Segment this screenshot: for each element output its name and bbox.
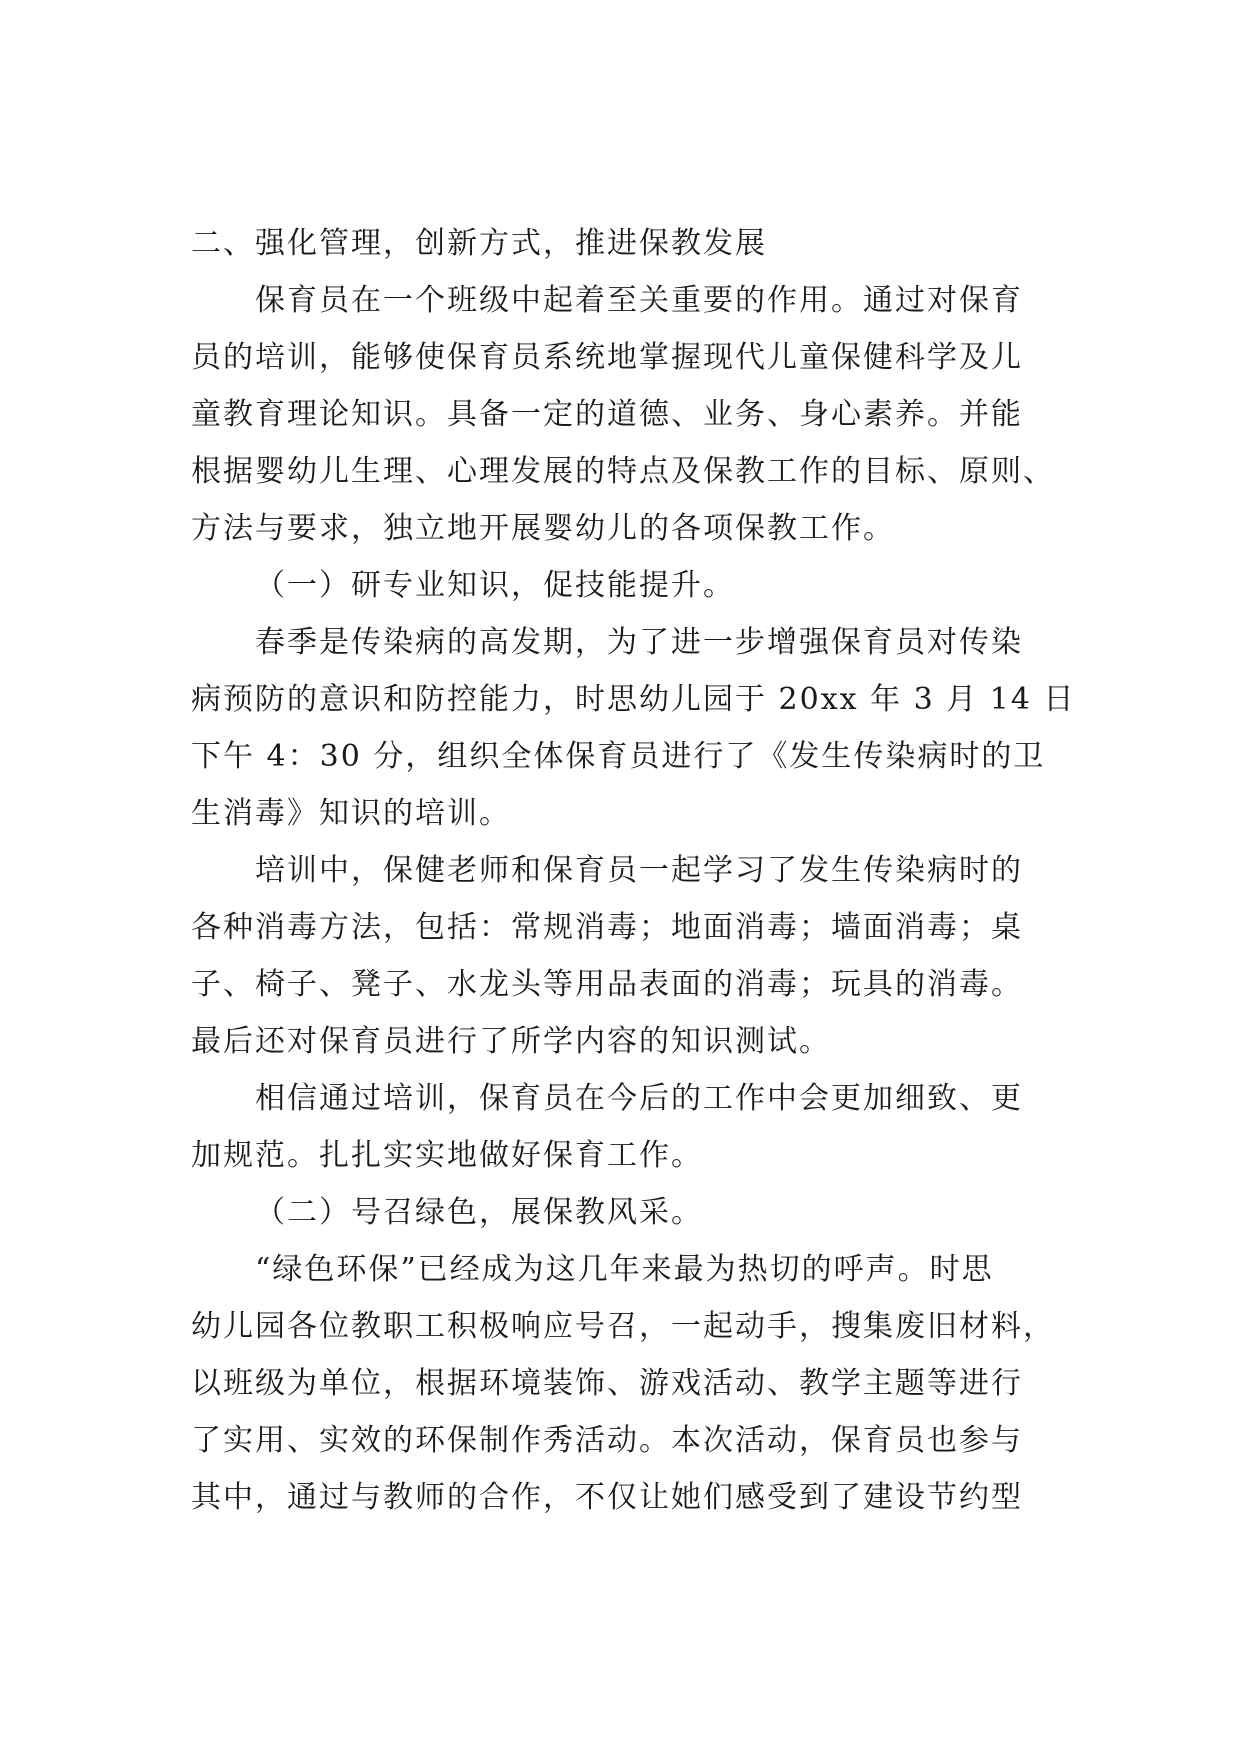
paragraph-line: 生消毒》知识的培训。: [191, 796, 511, 831]
paragraph-line: 方法与要求，独立地开展婴幼儿的各项保教工作。: [191, 511, 895, 546]
paragraph-line: 保育员在一个班级中起着至关重要的作用。通过对保育: [255, 283, 1023, 318]
paragraph-line: 加规范。扎扎实实地做好保育工作。: [191, 1138, 703, 1173]
document-body: [191, 215, 1076, 1526]
paragraph-line: 根据婴幼儿生理、心理发展的特点及保教工作的目标、原则、: [191, 454, 1055, 489]
section-heading: 二、强化管理，创新方式，推进保教发展: [191, 226, 767, 261]
paragraph-line: 以班级为单位，根据环境装饰、游戏活动、教学主题等进行: [191, 1366, 1023, 1401]
paragraph-line: 病预防的意识和防控能力，时思幼儿园于 20xx 年 3 月 14 日: [191, 682, 1076, 717]
paragraph-line: 幼儿园各位教职工积极响应号召，一起动手，搜集废旧材料，: [191, 1309, 1055, 1344]
paragraph-line: 春季是传染病的高发期，为了进一步增强保育员对传染: [255, 625, 1023, 660]
subsection-heading: （一）研专业知识，促技能提升。: [255, 568, 735, 603]
paragraph-line: 最后还对保育员进行了所学内容的知识测试。: [191, 1024, 831, 1059]
paragraph-line: 各种消毒方法，包括：常规消毒；地面消毒；墙面消毒；桌: [191, 910, 1023, 945]
paragraph-line: 相信通过培训，保育员在今后的工作中会更加细致、更: [255, 1081, 1023, 1116]
subsection-heading: （二）号召绿色，展保教风采。: [255, 1195, 703, 1230]
paragraph-line: 子、椅子、凳子、水龙头等用品表面的消毒；玩具的消毒。: [191, 967, 1023, 1002]
paragraph-line: 了实用、实效的环保制作秀活动。本次活动，保育员也参与: [191, 1423, 1023, 1458]
paragraph-line: 培训中，保健老师和保育员一起学习了发生传染病时的: [255, 853, 1023, 888]
paragraph-line: 员的培训，能够使保育员系统地掌握现代儿童保健科学及儿: [191, 340, 1023, 375]
paragraph-line: 下午 4：30 分，组织全体保育员进行了《发生传染病时的卫: [191, 739, 1046, 774]
paragraph-line: 童教育理论知识。具备一定的道德、业务、身心素养。并能: [191, 397, 1023, 432]
paragraph-line: 其中，通过与教师的合作，不仅让她们感受到了建设节约型: [191, 1480, 1023, 1515]
paragraph-line: “绿色环保”已经成为这几年来最为热切的呼声。时思: [255, 1252, 994, 1287]
